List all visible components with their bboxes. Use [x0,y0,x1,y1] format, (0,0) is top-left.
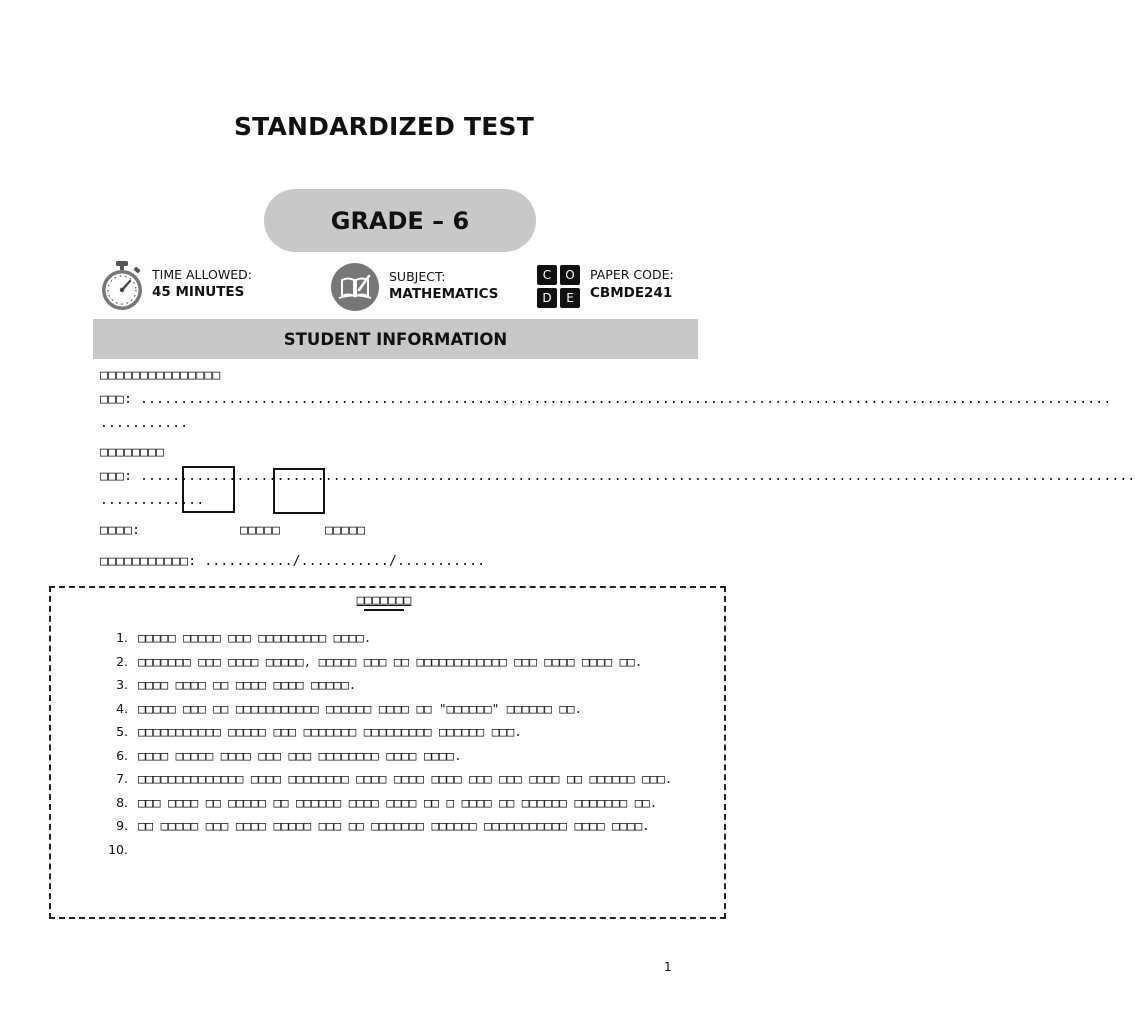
page-number: 1 [664,960,672,974]
instruction-number: 6. [116,747,128,763]
instruction-text: □□□ □□□□ □□ □□□□□ □□ □□□□□□ □□□□ □□□□ □□ □ □□□□ □□ □□□□□□ □□□□□□□ □□. [138,794,658,810]
grade-label: GRADE – 6 [330,206,470,235]
code-logo-letter: E [560,288,580,308]
instruction-number: 4. [116,700,128,716]
heading-underline-mark [364,609,404,611]
instruction-number: 5. [116,724,128,739]
instructions-list [98,627,698,857]
instruction-number: 1. [116,630,128,645]
code-logo-letter: C [537,265,557,285]
name-field-continuation: ........... [100,416,189,431]
instruction-item [98,768,698,791]
paper-code-label: PAPER CODE: [590,267,674,282]
student-information-title: STUDENT INFORMATION [283,329,508,349]
instruction-text: □□ □□□□□ □□□ □□□□ □□□□□ □□□ □□ □□□□□□□ □□□□□□ □□□□□□□□□□□ □□□□ □□□□. [138,818,650,833]
instruction-text: □□□□ □□□□□ □□□□ □□□ □□□ □□□□□□□□ □□□□ □□□□. [138,747,462,763]
instruction-number: 2. [116,653,128,669]
instruction-text: □□□□□□□□□□□□□□ □□□□ □□□□□□□□ □□□□ □□□□ □□□□ □□□ □□□ □□□□ □□ □□□□□□ □□□. [138,771,673,786]
instruction-item [98,815,698,838]
father-name-label: □□□□□□□□ [100,445,165,460]
gender-label: □□□□: [100,523,141,538]
gender-checkbox-2[interactable] [273,468,325,514]
time-allowed-label: TIME ALLOWED: [152,267,252,282]
instruction-number: 10. [108,841,128,857]
instructions-heading: □□□□□□□ [356,593,412,608]
instruction-item [98,651,698,674]
book-pencil-icon [331,263,379,311]
code-logo-letter: O [560,265,580,285]
instruction-text: □□□□□ □□□ □□ □□□□□□□□□□□ □□□□□□ □□□□ □□ "□□□□□□" □□□□□□ □□. [138,700,583,716]
instruction-number: 8. [116,794,128,810]
subject-value: MATHEMATICS [389,286,499,302]
name-field[interactable]: □□□: ......................................................................................................................... [100,392,1112,407]
document-title: STANDARDIZED TEST [233,112,535,141]
father-name-field[interactable]: □□□: ............................................................................................................................ [100,469,1135,484]
paper-code-value: CBMDE241 [590,285,673,301]
gender-option-1: □□□□□ [240,523,281,538]
student-information-header [93,319,698,359]
stopwatch-icon [99,260,145,312]
time-allowed-value: 45 MINUTES [152,284,245,300]
instruction-text: □□□□□ □□□□□ □□□ □□□□□□□□□ □□□□. [138,630,372,645]
subject-label: SUBJECT: [389,269,446,284]
code-logo-letter: D [537,288,557,308]
code-logo-icon [537,265,581,309]
instruction-item [98,745,698,768]
instruction-item [98,627,698,650]
instruction-item [98,674,698,697]
instruction-item [98,698,698,721]
grade-pill [264,189,536,252]
instruction-item [98,792,698,815]
name-label: □□□□□□□□□□□□□□□ [100,368,221,383]
date-field[interactable]: □□□□□□□□□□□: .........../.........../........... [100,554,486,569]
instruction-text: □□□□□□□ □□□ □□□□ □□□□□, □□□□□ □□□ □□ □□□□□□□□□□□□ □□□ □□□□ □□□□ □□. [138,653,643,669]
instruction-number: 3. [116,677,128,692]
instruction-number: 7. [116,771,128,786]
instruction-text: □□□□□□□□□□□ □□□□□ □□□ □□□□□□□ □□□□□□□□□ □□□□□□ □□□. [138,724,522,739]
gender-option-2: □□□□□ [325,523,366,538]
instruction-text: □□□□ □□□□ □□ □□□□ □□□□ □□□□□. [138,677,357,692]
father-name-field-continuation: ............. [100,493,205,508]
instruction-number: 9. [116,818,128,833]
instruction-item [98,721,698,744]
gender-checkbox-1[interactable] [182,466,235,513]
